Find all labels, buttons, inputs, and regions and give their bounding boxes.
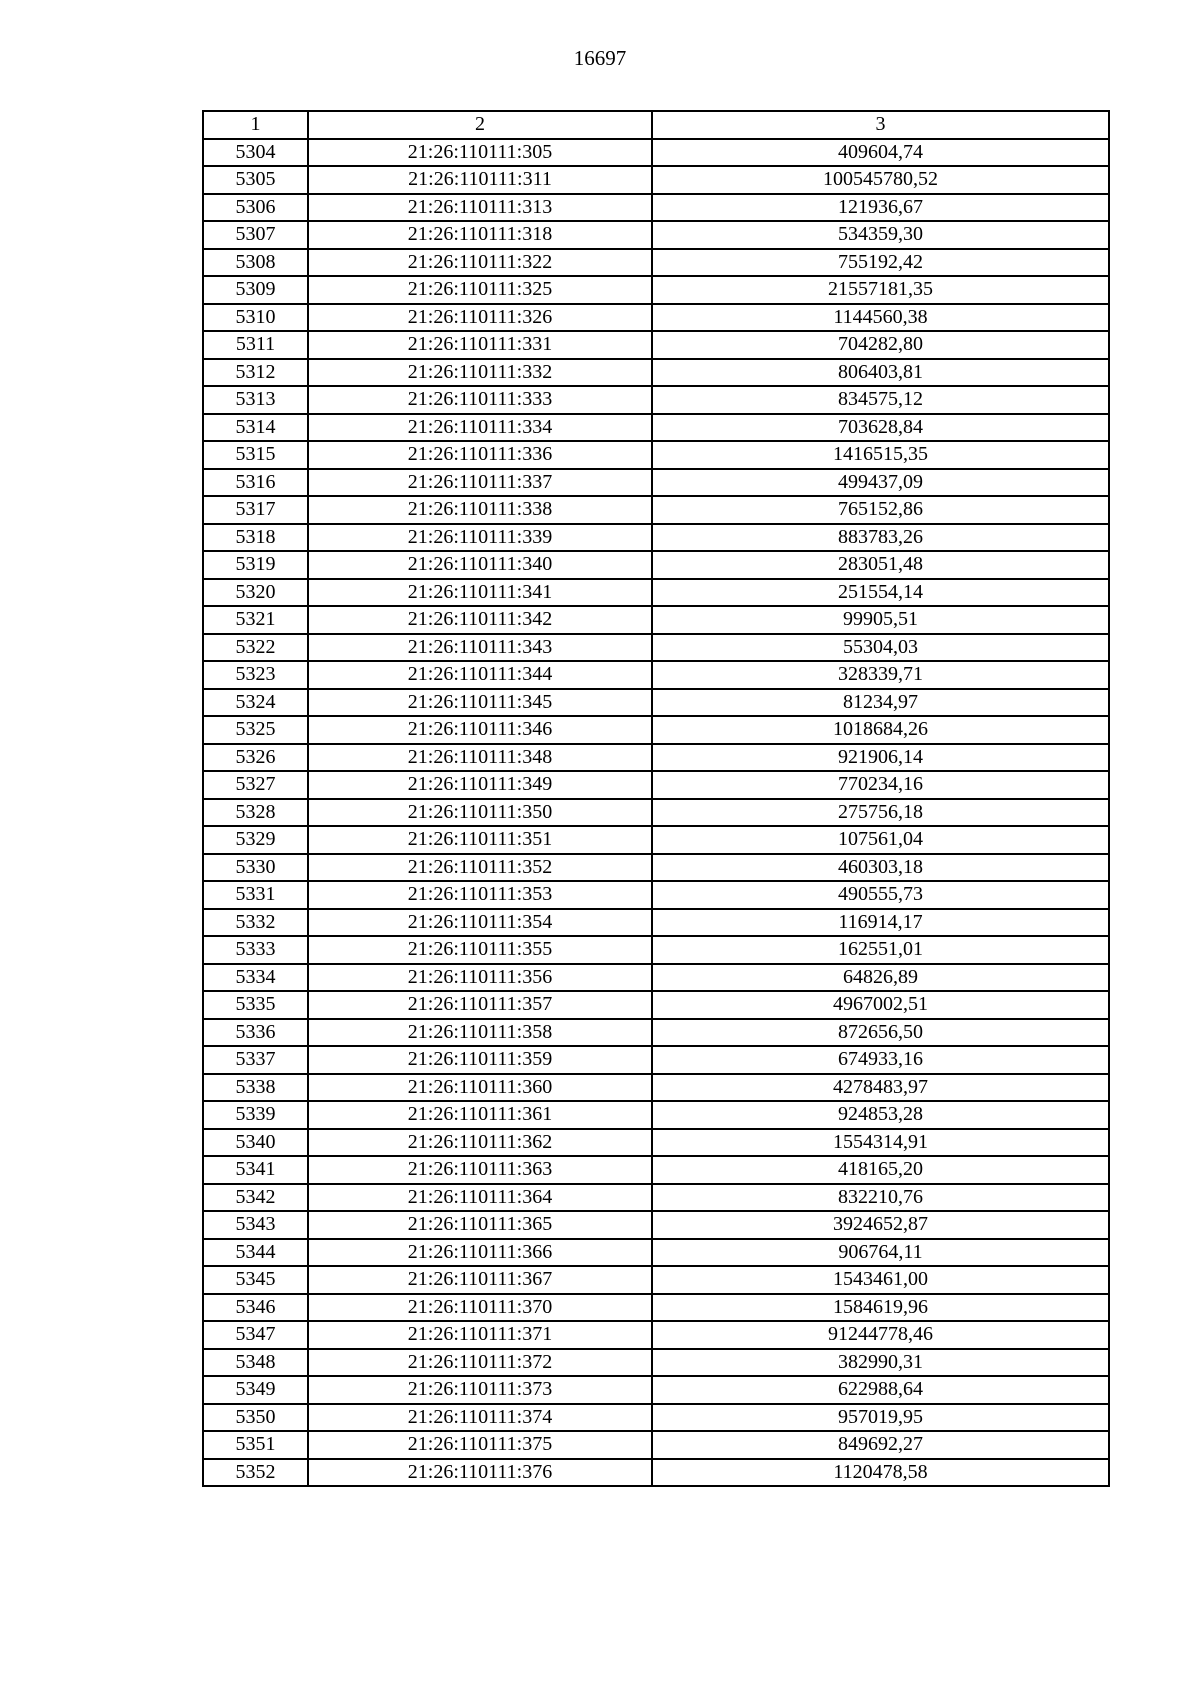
cadastral-number-cell: 21:26:110111:336: [308, 441, 652, 469]
row-number-cell: 5322: [203, 634, 308, 662]
cadastral-number-cell: 21:26:110111:354: [308, 909, 652, 937]
header-row: [203, 111, 1109, 139]
row-number-cell: 5320: [203, 579, 308, 607]
table-row: [203, 991, 1109, 1019]
table-row: [203, 1239, 1109, 1267]
value-cell: 409604,74: [652, 139, 1109, 167]
table-row: [203, 964, 1109, 992]
row-number-cell: 5323: [203, 661, 308, 689]
row-number-cell: 5340: [203, 1129, 308, 1157]
value-cell: 921906,14: [652, 744, 1109, 772]
row-number-cell: 5325: [203, 716, 308, 744]
cadastral-number-cell: 21:26:110111:338: [308, 496, 652, 524]
cadastral-number-cell: 21:26:110111:365: [308, 1211, 652, 1239]
value-cell: 883783,26: [652, 524, 1109, 552]
row-number-cell: 5330: [203, 854, 308, 882]
table-row: [203, 799, 1109, 827]
table-row: [203, 689, 1109, 717]
value-cell: 283051,48: [652, 551, 1109, 579]
value-cell: 703628,84: [652, 414, 1109, 442]
table-row: [203, 1294, 1109, 1322]
row-number-cell: 5313: [203, 386, 308, 414]
table-row: [203, 1266, 1109, 1294]
table-row: [203, 1074, 1109, 1102]
table-body: [203, 139, 1109, 1487]
value-cell: 64826,89: [652, 964, 1109, 992]
value-cell: 121936,67: [652, 194, 1109, 222]
cadastral-number-cell: 21:26:110111:346: [308, 716, 652, 744]
row-number-cell: 5317: [203, 496, 308, 524]
cadastral-number-cell: 21:26:110111:367: [308, 1266, 652, 1294]
cadastral-number-cell: 21:26:110111:340: [308, 551, 652, 579]
cadastral-number-cell: 21:26:110111:332: [308, 359, 652, 387]
value-cell: 1018684,26: [652, 716, 1109, 744]
value-cell: 382990,31: [652, 1349, 1109, 1377]
value-cell: 1554314,91: [652, 1129, 1109, 1157]
table-row: [203, 826, 1109, 854]
cadastral-number-cell: 21:26:110111:371: [308, 1321, 652, 1349]
table-row: [203, 1156, 1109, 1184]
column-header-1: 1: [203, 111, 308, 139]
row-number-cell: 5341: [203, 1156, 308, 1184]
value-cell: 251554,14: [652, 579, 1109, 607]
value-cell: 116914,17: [652, 909, 1109, 937]
cadastral-number-cell: 21:26:110111:364: [308, 1184, 652, 1212]
row-number-cell: 5304: [203, 139, 308, 167]
table-row: [203, 139, 1109, 167]
value-cell: 275756,18: [652, 799, 1109, 827]
page-number: 16697: [573, 46, 627, 70]
table-row: [203, 1459, 1109, 1487]
table-row: [203, 524, 1109, 552]
table-row: [203, 1101, 1109, 1129]
table-row: [203, 1404, 1109, 1432]
value-cell: 3924652,87: [652, 1211, 1109, 1239]
cadastral-number-cell: 21:26:110111:318: [308, 221, 652, 249]
value-cell: 1120478,58: [652, 1459, 1109, 1487]
value-cell: 704282,80: [652, 331, 1109, 359]
value-cell: 460303,18: [652, 854, 1109, 882]
value-cell: 55304,03: [652, 634, 1109, 662]
cadastral-number-cell: 21:26:110111:353: [308, 881, 652, 909]
row-number-cell: 5346: [203, 1294, 308, 1322]
row-number-cell: 5337: [203, 1046, 308, 1074]
table-row: [203, 304, 1109, 332]
cadastral-number-cell: 21:26:110111:333: [308, 386, 652, 414]
row-number-cell: 5306: [203, 194, 308, 222]
value-cell: 849692,27: [652, 1431, 1109, 1459]
table-row: [203, 1349, 1109, 1377]
value-cell: 4278483,97: [652, 1074, 1109, 1102]
row-number-cell: 5347: [203, 1321, 308, 1349]
row-number-cell: 5342: [203, 1184, 308, 1212]
value-cell: 1416515,35: [652, 441, 1109, 469]
table-row: [203, 881, 1109, 909]
table-row: [203, 469, 1109, 497]
table-row: [203, 854, 1109, 882]
table-row: [203, 634, 1109, 662]
value-cell: 499437,09: [652, 469, 1109, 497]
value-cell: 1144560,38: [652, 304, 1109, 332]
row-number-cell: 5312: [203, 359, 308, 387]
table-row: [203, 771, 1109, 799]
row-number-cell: 5314: [203, 414, 308, 442]
table-row: [203, 496, 1109, 524]
value-cell: 924853,28: [652, 1101, 1109, 1129]
row-number-cell: 5333: [203, 936, 308, 964]
row-number-cell: 5324: [203, 689, 308, 717]
value-cell: 328339,71: [652, 661, 1109, 689]
table-row: [203, 1376, 1109, 1404]
row-number-cell: 5348: [203, 1349, 308, 1377]
table-row: [203, 716, 1109, 744]
value-cell: 81234,97: [652, 689, 1109, 717]
cadastral-number-cell: 21:26:110111:351: [308, 826, 652, 854]
table-row: [203, 1431, 1109, 1459]
cadastral-number-cell: 21:26:110111:345: [308, 689, 652, 717]
row-number-cell: 5328: [203, 799, 308, 827]
cadastral-number-cell: 21:26:110111:342: [308, 606, 652, 634]
row-number-cell: 5321: [203, 606, 308, 634]
row-number-cell: 5339: [203, 1101, 308, 1129]
cadastral-number-cell: 21:26:110111:359: [308, 1046, 652, 1074]
cadastral-number-cell: 21:26:110111:334: [308, 414, 652, 442]
table-row: [203, 606, 1109, 634]
cadastral-number-cell: 21:26:110111:352: [308, 854, 652, 882]
value-cell: 534359,30: [652, 221, 1109, 249]
value-cell: 872656,50: [652, 1019, 1109, 1047]
cadastral-number-cell: 21:26:110111:349: [308, 771, 652, 799]
row-number-cell: 5345: [203, 1266, 308, 1294]
value-cell: 21557181,35: [652, 276, 1109, 304]
table-row: [203, 661, 1109, 689]
table-row: [203, 1046, 1109, 1074]
row-number-cell: 5332: [203, 909, 308, 937]
cadastral-number-cell: 21:26:110111:357: [308, 991, 652, 1019]
row-number-cell: 5327: [203, 771, 308, 799]
value-cell: 1584619,96: [652, 1294, 1109, 1322]
cadastral-number-cell: 21:26:110111:355: [308, 936, 652, 964]
cadastral-number-cell: 21:26:110111:348: [308, 744, 652, 772]
value-cell: 100545780,52: [652, 166, 1109, 194]
cadastral-number-cell: 21:26:110111:343: [308, 634, 652, 662]
column-header-3: 3: [652, 111, 1109, 139]
value-cell: 834575,12: [652, 386, 1109, 414]
row-number-cell: 5326: [203, 744, 308, 772]
table-row: [203, 359, 1109, 387]
row-number-cell: 5338: [203, 1074, 308, 1102]
table-row: [203, 386, 1109, 414]
cadastral-number-cell: 21:26:110111:322: [308, 249, 652, 277]
table-row: [203, 744, 1109, 772]
cadastral-number-cell: 21:26:110111:313: [308, 194, 652, 222]
row-number-cell: 5349: [203, 1376, 308, 1404]
row-number-cell: 5307: [203, 221, 308, 249]
row-number-cell: 5305: [203, 166, 308, 194]
row-number-cell: 5331: [203, 881, 308, 909]
cadastral-number-cell: 21:26:110111:362: [308, 1129, 652, 1157]
value-cell: 162551,01: [652, 936, 1109, 964]
column-header-2: 2: [308, 111, 652, 139]
table-row: [203, 249, 1109, 277]
cadastral-number-cell: 21:26:110111:374: [308, 1404, 652, 1432]
cadastral-number-cell: 21:26:110111:370: [308, 1294, 652, 1322]
row-number-cell: 5315: [203, 441, 308, 469]
cadastral-number-cell: 21:26:110111:350: [308, 799, 652, 827]
cadastral-number-cell: 21:26:110111:372: [308, 1349, 652, 1377]
table-row: [203, 909, 1109, 937]
cadastral-number-cell: 21:26:110111:361: [308, 1101, 652, 1129]
row-number-cell: 5343: [203, 1211, 308, 1239]
row-number-cell: 5319: [203, 551, 308, 579]
data-table: [202, 110, 1110, 1487]
value-cell: 107561,04: [652, 826, 1109, 854]
table-row: [203, 276, 1109, 304]
value-cell: 770234,16: [652, 771, 1109, 799]
value-cell: 1543461,00: [652, 1266, 1109, 1294]
table-row: [203, 194, 1109, 222]
cadastral-number-cell: 21:26:110111:326: [308, 304, 652, 332]
table-row: [203, 1129, 1109, 1157]
row-number-cell: 5351: [203, 1431, 308, 1459]
cadastral-number-cell: 21:26:110111:366: [308, 1239, 652, 1267]
table-row: [203, 579, 1109, 607]
row-number-cell: 5329: [203, 826, 308, 854]
table-row: [203, 1321, 1109, 1349]
cadastral-number-cell: 21:26:110111:376: [308, 1459, 652, 1487]
cadastral-number-cell: 21:26:110111:344: [308, 661, 652, 689]
cadastral-number-cell: 21:26:110111:360: [308, 1074, 652, 1102]
value-cell: 806403,81: [652, 359, 1109, 387]
table-row: [203, 936, 1109, 964]
cadastral-number-cell: 21:26:110111:311: [308, 166, 652, 194]
row-number-cell: 5335: [203, 991, 308, 1019]
cadastral-number-cell: 21:26:110111:305: [308, 139, 652, 167]
cadastral-number-cell: 21:26:110111:325: [308, 276, 652, 304]
row-number-cell: 5334: [203, 964, 308, 992]
value-cell: 99905,51: [652, 606, 1109, 634]
cadastral-number-cell: 21:26:110111:373: [308, 1376, 652, 1404]
row-number-cell: 5308: [203, 249, 308, 277]
row-number-cell: 5344: [203, 1239, 308, 1267]
table-row: [203, 1184, 1109, 1212]
cadastral-number-cell: 21:26:110111:375: [308, 1431, 652, 1459]
cadastral-number-cell: 21:26:110111:337: [308, 469, 652, 497]
row-number-cell: 5316: [203, 469, 308, 497]
table-row: [203, 331, 1109, 359]
cadastral-number-cell: 21:26:110111:363: [308, 1156, 652, 1184]
cadastral-number-cell: 21:26:110111:339: [308, 524, 652, 552]
value-cell: 91244778,46: [652, 1321, 1109, 1349]
cadastral-number-cell: 21:26:110111:358: [308, 1019, 652, 1047]
value-cell: 674933,16: [652, 1046, 1109, 1074]
row-number-cell: 5309: [203, 276, 308, 304]
table-row: [203, 221, 1109, 249]
cadastral-number-cell: 21:26:110111:356: [308, 964, 652, 992]
value-cell: 418165,20: [652, 1156, 1109, 1184]
value-cell: 622988,64: [652, 1376, 1109, 1404]
row-number-cell: 5318: [203, 524, 308, 552]
value-cell: 906764,11: [652, 1239, 1109, 1267]
value-cell: 755192,42: [652, 249, 1109, 277]
table-row: [203, 166, 1109, 194]
table-row: [203, 414, 1109, 442]
value-cell: 4967002,51: [652, 991, 1109, 1019]
cadastral-number-cell: 21:26:110111:341: [308, 579, 652, 607]
row-number-cell: 5310: [203, 304, 308, 332]
value-cell: 832210,76: [652, 1184, 1109, 1212]
table-row: [203, 1019, 1109, 1047]
row-number-cell: 5336: [203, 1019, 308, 1047]
cadastral-number-cell: 21:26:110111:331: [308, 331, 652, 359]
row-number-cell: 5350: [203, 1404, 308, 1432]
table-row: [203, 1211, 1109, 1239]
value-cell: 957019,95: [652, 1404, 1109, 1432]
value-cell: 765152,86: [652, 496, 1109, 524]
table-row: [203, 441, 1109, 469]
row-number-cell: 5311: [203, 331, 308, 359]
value-cell: 490555,73: [652, 881, 1109, 909]
row-number-cell: 5352: [203, 1459, 308, 1487]
table-header: [203, 111, 1109, 139]
table-row: [203, 551, 1109, 579]
